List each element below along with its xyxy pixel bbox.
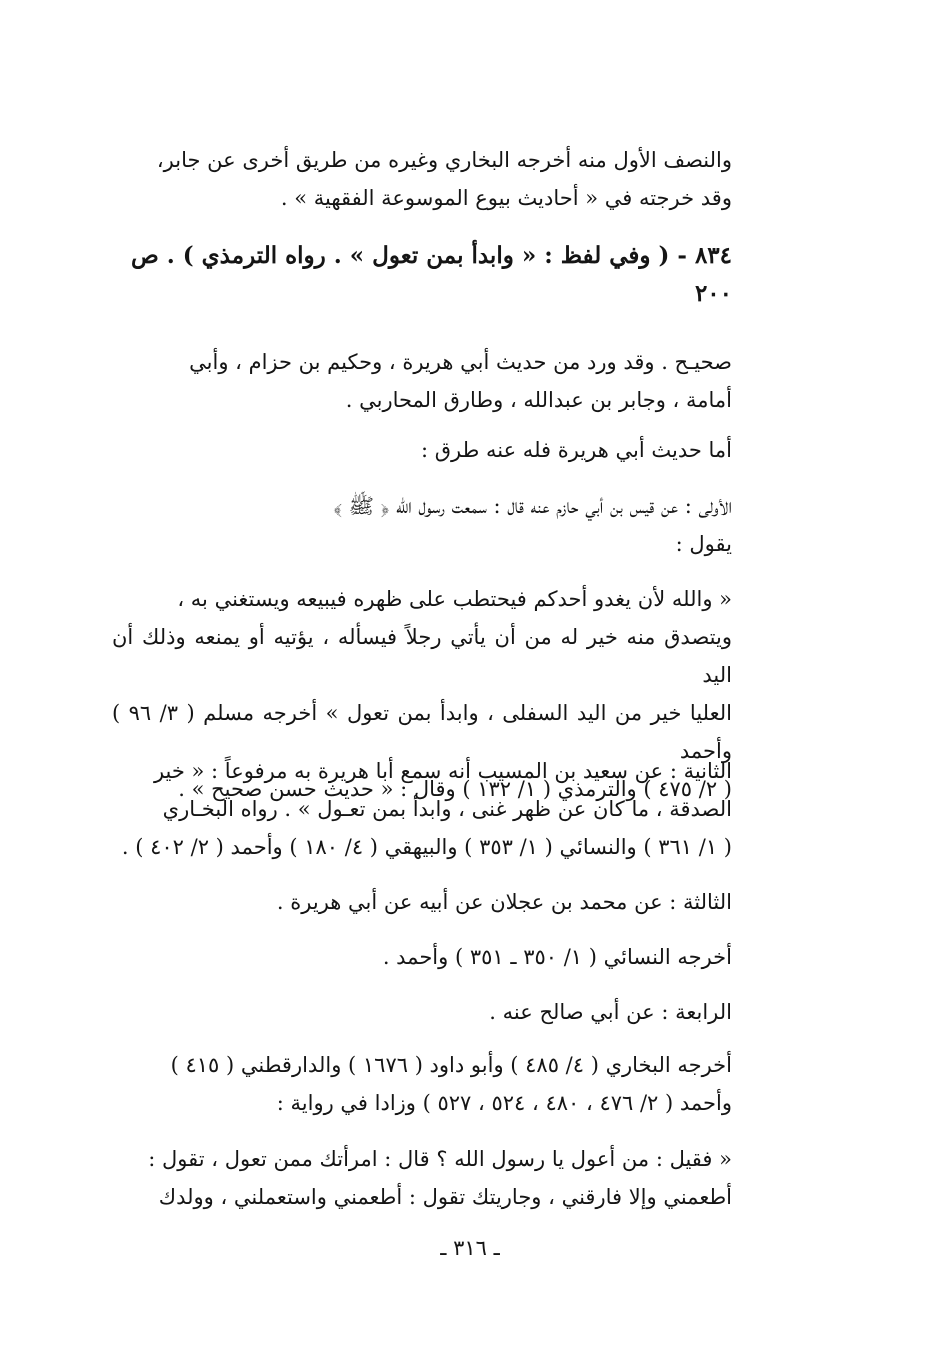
text-line: العليا خير من اليد السفلى ، وابدأ بمن تعول » أخرجه مسلم ( ٣/ ٩٦ ) وأحمد [112,701,732,763]
text-line: وقد خرجته في « أحاديث بيوع الموسوعة الفقهية » . [280,186,732,210]
text-line: وأحمد ( ٢/ ٤٧٦ ، ٤٨٠ ، ٥٢٤ ، ٥٢٧ ) وزادا في رواية : [276,1091,732,1115]
text-line: الأولى : عن قيس بن أبي حازم عنه قال : سمعت رسول الله ﴿ ﷺ ﴾ [333,494,732,518]
paragraph-grading [112,343,792,419]
page-number: ـ ٣١٦ ـ [440,1236,500,1260]
hadith-heading-page-ref: ٢٠٠ [694,280,732,307]
paragraph-third-route [112,883,792,921]
paragraph-abu-hurairah-intro [112,431,792,469]
paragraph-fourth-route [112,993,792,1031]
text-line: الثالثة : عن محمد بن عجلان عن أبيه عن أبي هريرة . [276,890,732,914]
paragraph-first-route [112,487,792,563]
text-line: أمامة ، وجابر بن عبدالله ، وطارق المحاربي . [345,388,732,412]
hadith-entry-834 [112,237,792,313]
paragraph-second-route [112,752,792,866]
text-line: ويتصدق منه خير له من أن يأتي رجلاً فيسأله ، يؤتيه أو يمنعه وذلك أن اليد [112,625,732,687]
text-line: يقول : [675,532,732,556]
paragraph-third-route-source [112,938,792,976]
text-line: الصدقة ، ما كان عن ظهر غنى ، وابدأ بمن تعـول » . رواه البخـاري [162,797,732,821]
text-line: « والله لأن يغدو أحدكم فيحتطب على ظهره فيبيعه ويستغني به ، [177,587,732,611]
hadith-heading: ٨٣٤ - ( وفي لفظ : « وابدأ بمن تعول » . رواه الترمذي ) . ص [130,242,732,269]
text-line: الثانية : عن سعيد بن المسيب أنه سمع أبا هريرة به مرفوعاً : « خير [153,759,732,783]
text-line: أخرجه البخاري ( ٤/ ٤٨٥ ) وأبو داود ( ١٦٧٦ ) والدارقطني ( ٤١٥ ) [170,1053,732,1077]
text-line: أطعمني وإلا فارقني ، وجاريتك تقول : أطعمني واستعملني ، وولدك [158,1185,732,1209]
text-line: صحيـح . وقد ورد من حديث أبي هريرة ، وحكيم بن حزام ، وأبي [189,350,732,374]
text-line: ( ١/ ٣٦١ ) والنسائي ( ١/ ٣٥٣ ) والبيهقي ( ٤/ ١٨٠ ) وأحمد ( ٢/ ٤٠٢ ) . [121,835,732,859]
text-line: والنصف الأول منه أخرجه البخاري وغيره من طريق أخرى عن جابر، [156,148,732,172]
text-line: أخرجه النسائي ( ١/ ٣٥٠ ـ ٣٥١ ) وأحمد . [382,945,732,969]
text-line: ( ٢/ ٤٧٥ ) والترمذي ( ١/ ١٣٢ ) وقال : « حديث حسن صحيح » . [178,777,732,801]
paragraph-fourth-route-sources [112,1046,792,1122]
paragraph-jabir-note [112,141,792,217]
text-line: الرابعة : عن أبي صالح عنه . [489,1000,732,1024]
paragraph-addition [112,1140,792,1216]
text-line: أما حديث أبي هريرة فله عنه طرق : [420,438,732,462]
text-line: « فقيل : من أعول يا رسول الله ؟ قال : امرأتك ممن تعول ، تقول : [148,1147,732,1171]
